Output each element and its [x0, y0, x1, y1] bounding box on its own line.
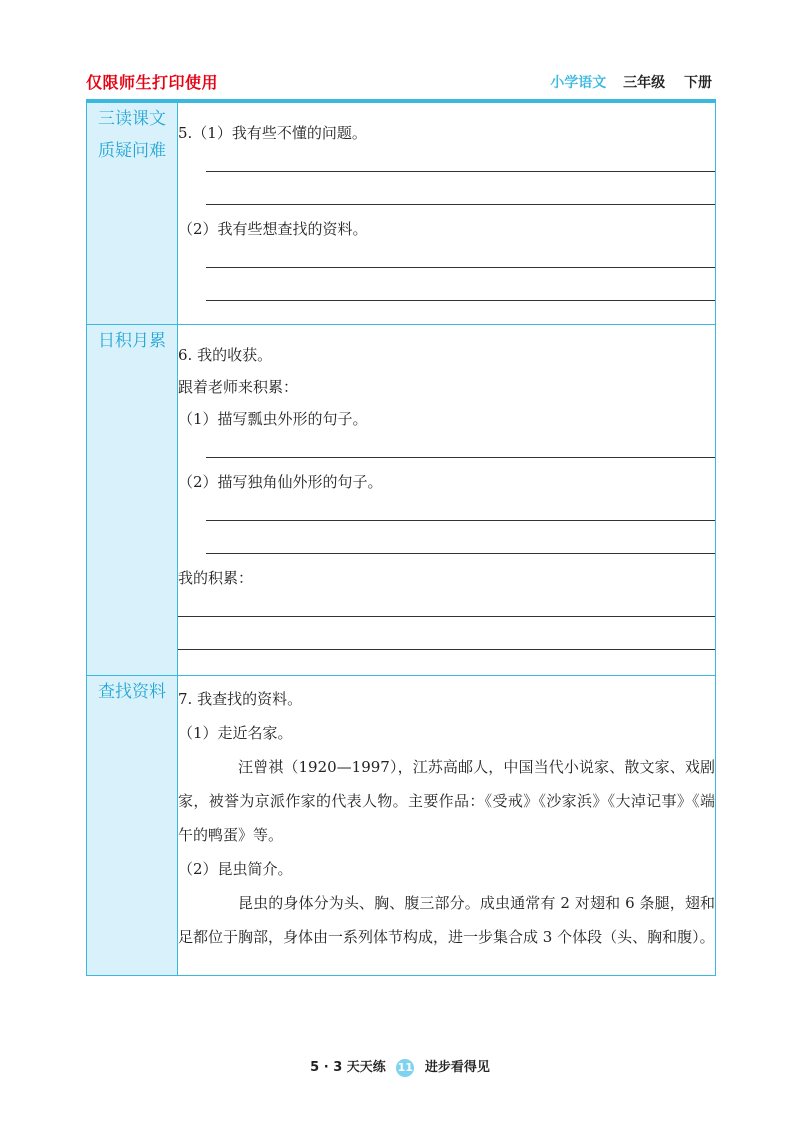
print-notice: 仅限师生打印使用	[86, 73, 219, 92]
section-row	[87, 325, 716, 676]
section-content	[178, 103, 716, 325]
term-label: 下册	[684, 75, 712, 91]
subject-label: 小学语文	[550, 75, 607, 91]
section-content	[178, 325, 716, 676]
question: （1）走近名家。	[178, 724, 293, 742]
question: （2）昆虫简介。	[178, 860, 293, 878]
author-profile: 汪曾祺（1920—1997），江苏高邮人，中国当代小说家、散文家、戏剧家，被誉为京派作家的代表人物。主要作品：《受戒》《沙家浜》《大淖记事》《端午的鸭蛋》等。	[178, 758, 715, 844]
label-line: 质疑问难	[98, 141, 166, 161]
question: （2）我有些想查找的资料。	[178, 220, 368, 238]
section-label	[87, 676, 178, 976]
question: （1）描写瓢虫外形的句子。	[178, 410, 368, 428]
answer-line[interactable]	[206, 300, 715, 301]
section-row	[87, 676, 716, 976]
book-info	[550, 72, 712, 92]
footer-brand: 5 · 3 天天练	[310, 1060, 386, 1075]
question: 我的积累：	[178, 569, 254, 587]
label-line: 三读课文	[98, 109, 166, 129]
question-intro: 跟着老师来积累：	[178, 378, 299, 396]
section-label	[87, 325, 178, 676]
question: （2）描写独角仙外形的句子。	[178, 473, 383, 491]
question-title: 7. 我查找的资料。	[178, 690, 303, 708]
section-row	[87, 103, 716, 325]
section-label	[87, 103, 178, 325]
label-line: 查找资料	[98, 682, 166, 702]
label-line: 日积月累	[98, 331, 166, 351]
worksheet-table	[86, 102, 716, 976]
footer-slogan: 进步看得见	[424, 1060, 490, 1075]
page-footer	[0, 1056, 800, 1077]
question-title: 6. 我的收获。	[178, 346, 273, 364]
answer-line[interactable]	[178, 649, 715, 650]
insect-profile: 昆虫的身体分为头、胸、腹三部分。成虫通常有 2 对翅和 6 条腿，翅和足都位于胸部，身体由一系列体节构成，进一步集合成 3 个体段（头、胸和腹）。	[178, 894, 715, 946]
page-number: 11	[396, 1059, 414, 1077]
grade-label: 三年级	[623, 75, 666, 91]
question: 5.（1）我有些不懂的问题。	[178, 124, 367, 142]
section-content	[178, 676, 716, 976]
